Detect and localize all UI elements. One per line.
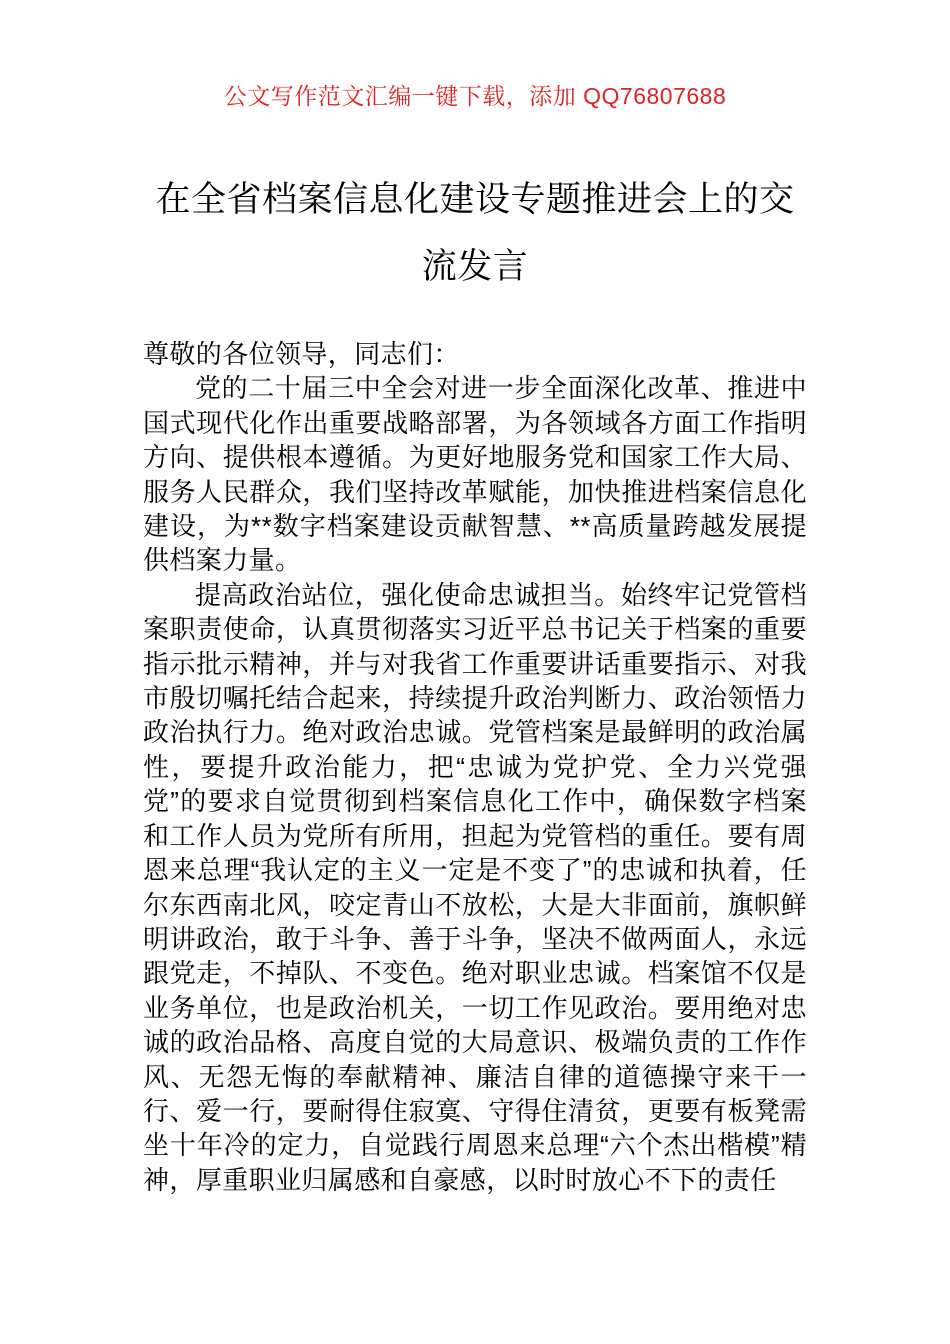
salutation-line: 尊敬的各位领导，同志们： [143,339,460,369]
document-title: 在全省档案信息化建设专题推进会上的交流发言 [155,180,795,286]
paragraph-political-stance: 提高政治站位，强化使命忠诚担当。始终牢记党管档案职责使命，认真贯彻落实习近平总书记关于档案的重要指示批示精神，并与对我省工作重要讲话重要指示、对我市殷切嘱托结合起来，持续提升政治判断力、政治领悟力政治执行力。绝对政治忠诚。党管档案是最鲜明的政治属性，要提升政治能力，把“忠诚为党护党、全力兴党强党”的要求自觉贯彻到档案信息化工作中，确保数字档案和工作人员为党所有所用，担起为党管档的重任。要有周恩来总理“我认定的主义一定是不变了”的忠诚和执着，任尔东西南北风，咬定青山不放松，大是大非面前，旗帜鲜明讲政治，敢于斗争、善于斗争，坚决不做两面人，永远跟党走，不掉队、不变色。绝对职业忠诚。档案馆不仅是业务单位，也是政治机关，一切工作见政治。要用绝对忠诚的政治品格、高度自觉的大局意识、极端负责的工作作风、无怨无悔的奉献精神、廉洁自律的道德操守来干一行、爱一行，要耐得住寂寞、守得住清贫，更要有板凳需坐十年冷的定力，自觉践行周恩来总理“六个杰出楷模”精神，厚重职业归属感和自豪感，以时时放心不下的责任 [143,579,807,1195]
paragraph-opening: 党的二十届三中全会对进一步全面深化改革、推进中国式现代化作出重要战略部署，为各领域各方面工作指明方向、提供根本遵循。为更好地服务党和国家工作大局、服务人民群众，我们坚持改革赋能，加快推进档案信息化建设，为**数字档案建设贡献智慧、**高质量跨越发展提供档案力量。 [143,373,807,576]
document-body [143,337,807,1197]
promo-banner-text: 公文写作范文汇编一键下载，添加 QQ76807688 [223,83,727,109]
